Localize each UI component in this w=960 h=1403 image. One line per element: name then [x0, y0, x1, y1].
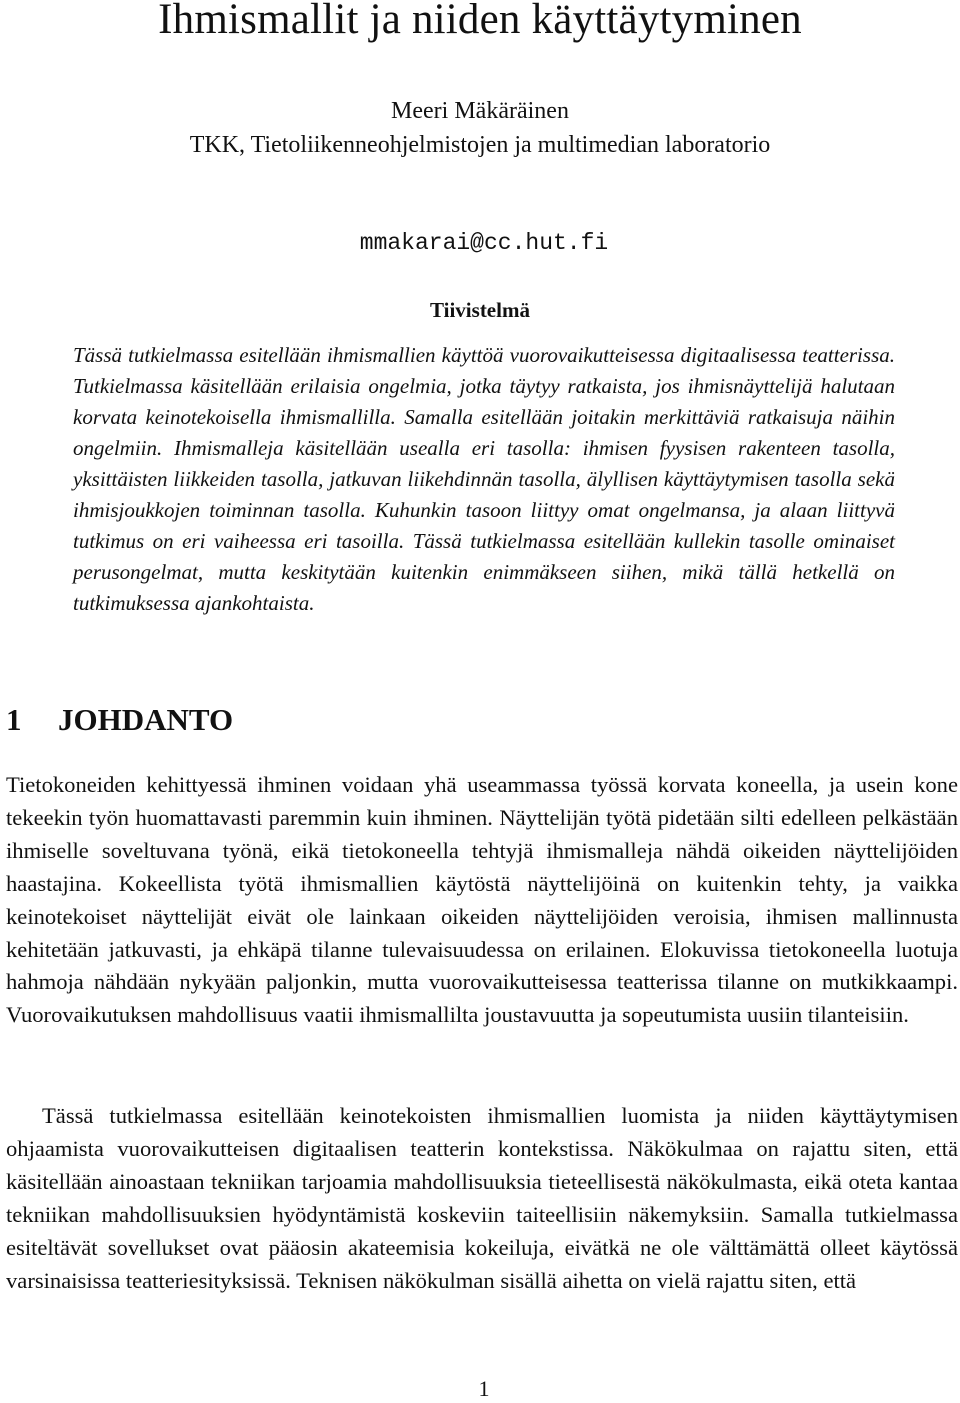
- abstract-heading: Tiivistelmä: [430, 298, 530, 322]
- body-paragraph: Tietokoneiden kehittyessä ihminen voidaan yhä useammassa työssä korvata koneella, ja usein kone tekeekin työn huomattavasti paremmin kuin ihminen. Näyttelijän työtä pidetään silti edelleen pelkästään ihmiselle soveltuvana työnä, eikä tietokoneella tehtyjä ihmismalleja nähdä oikeiden näyttelijöiden haastajina. Kokeellista työtä ihmismallien käytöstä näyttelijöinä on kuitenkin tehty, ja vaikka keinotekoiset näyttelijät eivät ole lainkaan oikeiden näyttelijöiden veroisia, ihmisen mallinnusta kehitetään jatkuvasti, ja ehkäpä tilanne tulevaisuudessa on erilainen. Elokuvissa tietokoneella luotuja hahmoja nähdään nykyään paljonkin, mutta vuorovaikutteisessa teatterissa tilanne on mutkikkaampi. Vuorovaikutuksen mahdollisuus vaatii ihmismallilta joustavuutta ja sopeutumista uusiin tilanteisiin.: [6, 772, 958, 1028]
- section-title: JOHDANTO: [58, 702, 234, 737]
- body-paragraph: Tässä tutkielmassa esitellään keinotekoisten ihmismallien luomista ja niiden käyttäytymisen ohjaamista vuorovaikutteisen digitaalisen teatterin kontekstissa. Näkökulmaa on rajattu siten, että käsitellään ainoastaan tekniikan tarjoamia mahdollisuuksia tieteellisestä näkökulmasta, eikä oteta kantaa tekniikan mahdollisuuksien hyödyntämistä koskeviin taiteellisiin näkemyksiin. Samalla tutkielmassa esiteltävät sovellukset ovat pääosin akateemisia kokeiluja, eivätkä ne ole välttämättä olleet käytössä varsinaisissa teatteriesityksissä. Teknisen näkökulman sisällä aihetta on vielä rajattu siten, että: [6, 1103, 958, 1293]
- section-number: 1: [6, 702, 22, 737]
- author-name: Meeri Mäkäräinen: [391, 98, 569, 124]
- author-email: mmakarai@cc.hut.fi: [359, 230, 609, 256]
- author-affiliation: TKK, Tietoliikenneohjelmistojen ja multimedian laboratorio: [189, 132, 771, 158]
- page-number: 1: [478, 1376, 490, 1401]
- paper-title: Ihmismallit ja niiden käyttäytyminen: [158, 0, 802, 43]
- section-heading: [6, 700, 233, 740]
- abstract-text: Tässä tutkielmassa esitellään ihmismallien käyttöä vuorovaikutteisessa digitaalisessa teatterissa. Tutkielmassa käsitellään erilaisia ongelmia, jotka täytyy ratkaista, jos ihmisnäyttelijä halutaan korvata keinotekoisella ihmismallilla. Samalla esitellään joitakin merkittäviä ratkaisuja näihin ongelmiin. Ihmismalleja käsitellään usealla eri tasolla: ihmisen fyysisen rakenteen tasolla, yksittäisten liikkeiden tasolla, jatkuvan liikehdinnän tasolla, älyllisen käyttäytymisen tasolla sekä ihmisjoukkojen toiminnan tasolla. Kuhunkin tasoon liittyy omat ongelmansa, ja alaan liittyvä tutkimus on eri vaiheessa eri tasoilla. Tässä tutkielmassa esitellään kullekin tasolle ominaiset perusongelmat, mutta keskitytään kuitenkin enimmäkseen siihen, mikä tällä hetkellä on tutkimuksessa ajankohtaista.: [73, 343, 895, 615]
